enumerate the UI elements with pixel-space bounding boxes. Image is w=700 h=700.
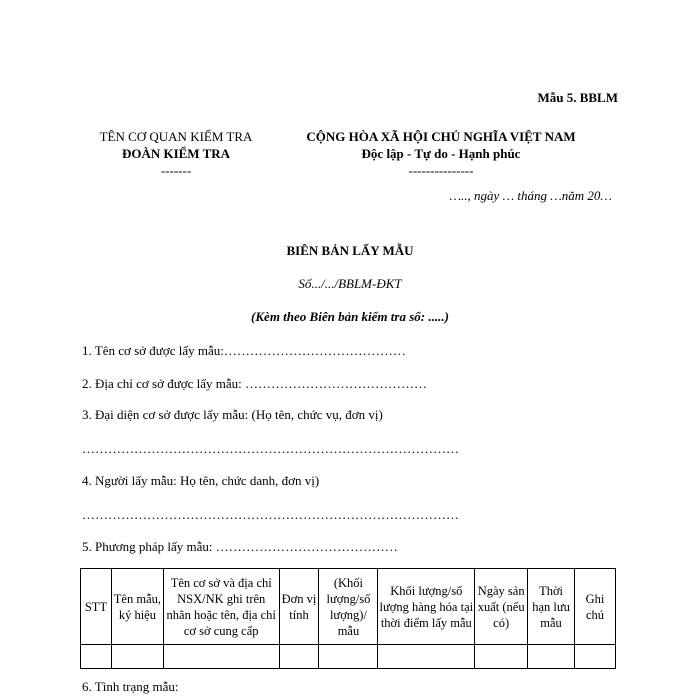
- header-note: Ghi chú: [575, 569, 616, 645]
- sample-table: [80, 568, 616, 669]
- table-cell[interactable]: [81, 645, 112, 669]
- header-quantity-per-sample: (Khối lượng/số lượng)/ mẫu: [319, 569, 378, 645]
- table-header-row: [81, 569, 616, 645]
- table-cell[interactable]: [163, 645, 279, 669]
- header-sample-name: Tên mẫu, ký hiệu: [111, 569, 163, 645]
- field-sampler-blank: ……………………………………………………………………………: [82, 507, 459, 522]
- field-sampling-method: 5. Phương pháp lấy mẫu: ……………………………………: [82, 539, 398, 554]
- header-lot-quantity: Khối lượng/số lượng hàng hóa tại thời điểm lấy mẫu: [378, 569, 475, 645]
- form-code: Mẫu 5. BBLM: [537, 90, 618, 105]
- header-production-date: Ngày sản xuất (nếu có): [475, 569, 528, 645]
- table-cell[interactable]: [475, 645, 528, 669]
- date-line: ….., ngày … tháng …năm 20…: [449, 188, 612, 203]
- field-representative-blank: ……………………………………………………………………………: [82, 441, 459, 456]
- agency-divider: -------: [160, 163, 192, 178]
- agency-name: TÊN CƠ QUAN KIỂM TRA: [99, 129, 253, 144]
- field-facility-name: 1. Tên cơ sở được lấy mẫu:……………………………………: [82, 343, 406, 358]
- table-cell[interactable]: [111, 645, 163, 669]
- inspection-team: ĐOÀN KIỂM TRA: [121, 146, 231, 161]
- header-retention-period: Thời hạn lưu mẫu: [528, 569, 575, 645]
- table-cell[interactable]: [378, 645, 475, 669]
- table-cell[interactable]: [319, 645, 378, 669]
- table-cell[interactable]: [575, 645, 616, 669]
- header-stt: STT: [81, 569, 112, 645]
- field-facility-representative: 3. Đại diện cơ sở được lấy mẫu: (Họ tên, chức vụ, đơn vị): [82, 407, 383, 422]
- field-sampler: 4. Người lấy mẫu: Họ tên, chức danh, đơn vị): [82, 473, 320, 488]
- nation-divider: ---------------: [408, 163, 474, 178]
- field-sample-condition: 6. Tình trạng mẫu:: [82, 679, 179, 694]
- nation-motto: Độc lập - Tự do - Hạnh phúc: [361, 146, 521, 161]
- table-row: [81, 645, 616, 669]
- table-cell[interactable]: [279, 645, 319, 669]
- header-unit: Đơn vị tính: [279, 569, 319, 645]
- nation-name: CỘNG HÒA XÃ HỘI CHỦ NGHĨA VIỆT NAM: [306, 129, 576, 144]
- document-title: BIÊN BẢN LẤY MẪU: [286, 243, 414, 258]
- header-producer: Tên cơ sở và địa chỉ NSX/NK ghi trên nhãn hoặc tên, địa chỉ cơ sở cung cấp: [163, 569, 279, 645]
- table-cell[interactable]: [528, 645, 575, 669]
- attached-reference: (Kèm theo Biên bản kiểm tra số: .....): [251, 309, 449, 324]
- field-facility-address: 2. Địa chỉ cơ sở được lấy mẫu: ……………………………………: [82, 376, 428, 391]
- document-number: Số.../.../BBLM-ĐKT: [298, 276, 402, 291]
